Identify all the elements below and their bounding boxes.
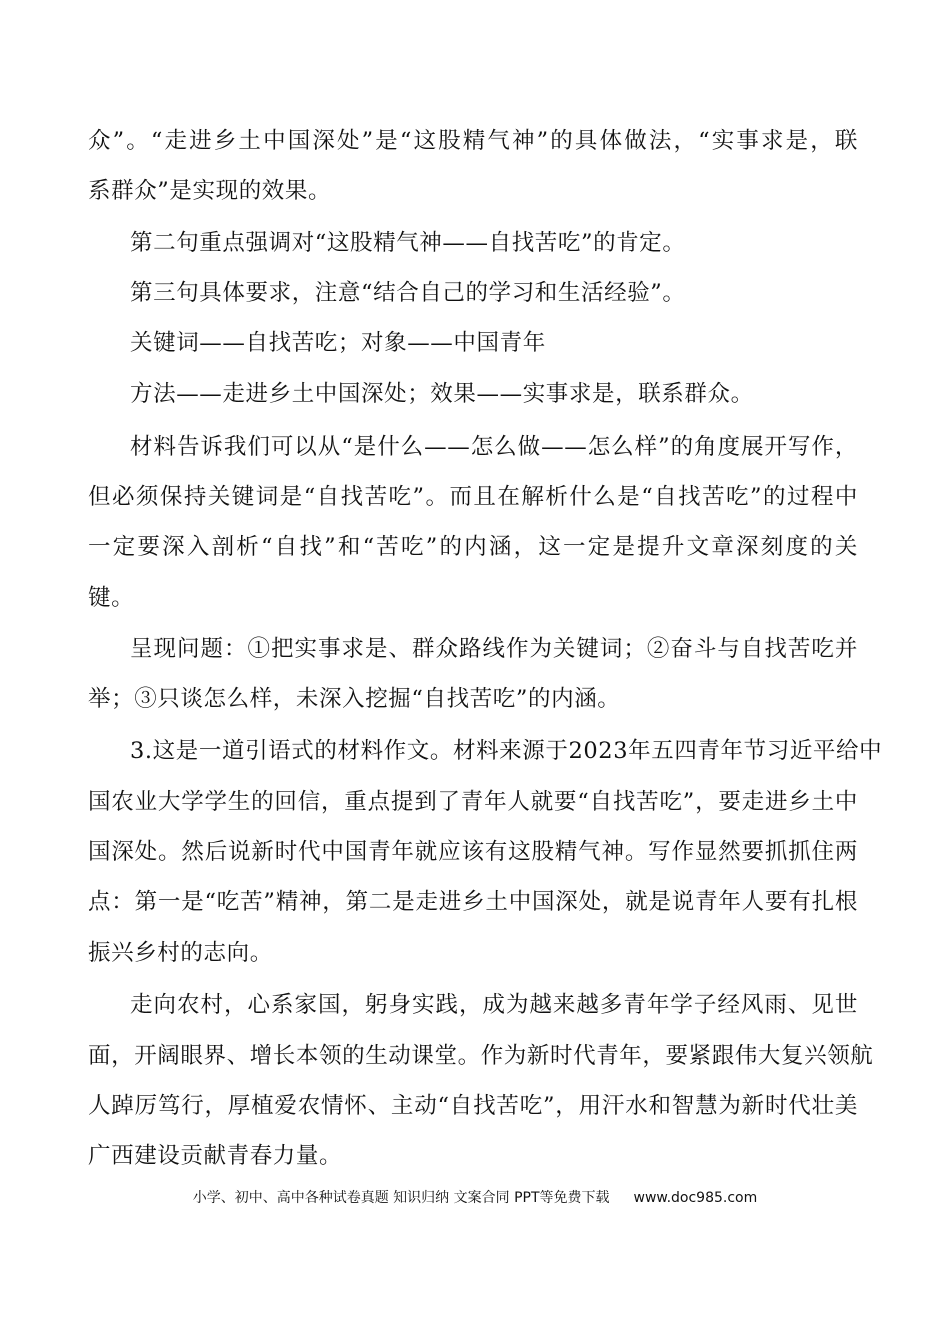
text-line: 第二句重点强调对“这股精气神——自找苦吃”的肯定。 bbox=[130, 230, 686, 256]
text-line: 呈现问题：①把实事求是、群众路线作为关键词；②奋斗与自找苦吃并 bbox=[130, 636, 858, 662]
text-line: 材料告诉我们可以从“是什么——怎么做——怎么样”的角度展开写作， bbox=[130, 434, 858, 460]
text-line: 关键词——自找苦吃；对象——中国青年 bbox=[130, 330, 546, 356]
text-line: 一定要深入剖析“自找”和“苦吃”的内涵，这一定是提升文章深刻度的关 bbox=[88, 534, 858, 560]
text-line: 走向农村，心系家国，躬身实践，成为越来越多青年学子经风雨、见世 bbox=[130, 992, 858, 1018]
text-line: 振兴乡村的志向。 bbox=[88, 940, 273, 966]
page-footer bbox=[0, 1188, 950, 1208]
text-line: 点：第一是“吃苦”精神，第二是走进乡土中国深处，就是说青年人要有扎根 bbox=[88, 889, 858, 915]
text-line: 但必须保持关键词是“自找苦吃”。而且在解析什么是“自找苦吃”的过程中 bbox=[88, 484, 858, 510]
text-line: 第三句具体要求，注意“结合自己的学习和生活经验”。 bbox=[130, 280, 686, 306]
text-line: 广西建设贡献青春力量。 bbox=[88, 1143, 343, 1169]
footer-site-link[interactable]: www.doc985.com bbox=[633, 1190, 758, 1206]
text-line: 国农业大学学生的回信，重点提到了青年人就要“自找苦吃”，要走进乡土中 bbox=[88, 789, 858, 815]
text-line: 面，开阔眼界、增长本领的生动课堂。作为新时代青年，要紧跟伟大复兴领航 bbox=[88, 1043, 874, 1069]
text-line: 人踔厉笃行，厚植爱农情怀、主动“自找苦吃”，用汗水和智慧为新时代壮美 bbox=[88, 1093, 858, 1119]
text-line: 方法——走进乡土中国深处；效果——实事求是，联系群众。 bbox=[130, 381, 754, 407]
text-line: 键。 bbox=[88, 585, 135, 611]
text-line: 国深处。然后说新时代中国青年就应该有这股精气神。写作显然要抓抓住两 bbox=[88, 839, 858, 865]
text-line: 众”。“走进乡土中国深处”是“这股精气神”的具体做法，“实事求是，联 bbox=[88, 128, 858, 154]
text-line: 3.这是一道引语式的材料作文。材料来源于2023年五四青年节习近平给中 bbox=[130, 738, 883, 764]
footer-text: 小学、初中、高中各种试卷真题 知识归纳 文案合同 PPT等免费下载 bbox=[192, 1190, 610, 1206]
text-line: 系群众”是实现的效果。 bbox=[88, 178, 332, 204]
text-line: 举；③只谈怎么样，未深入挖掘“自找苦吃”的内涵。 bbox=[88, 686, 621, 712]
